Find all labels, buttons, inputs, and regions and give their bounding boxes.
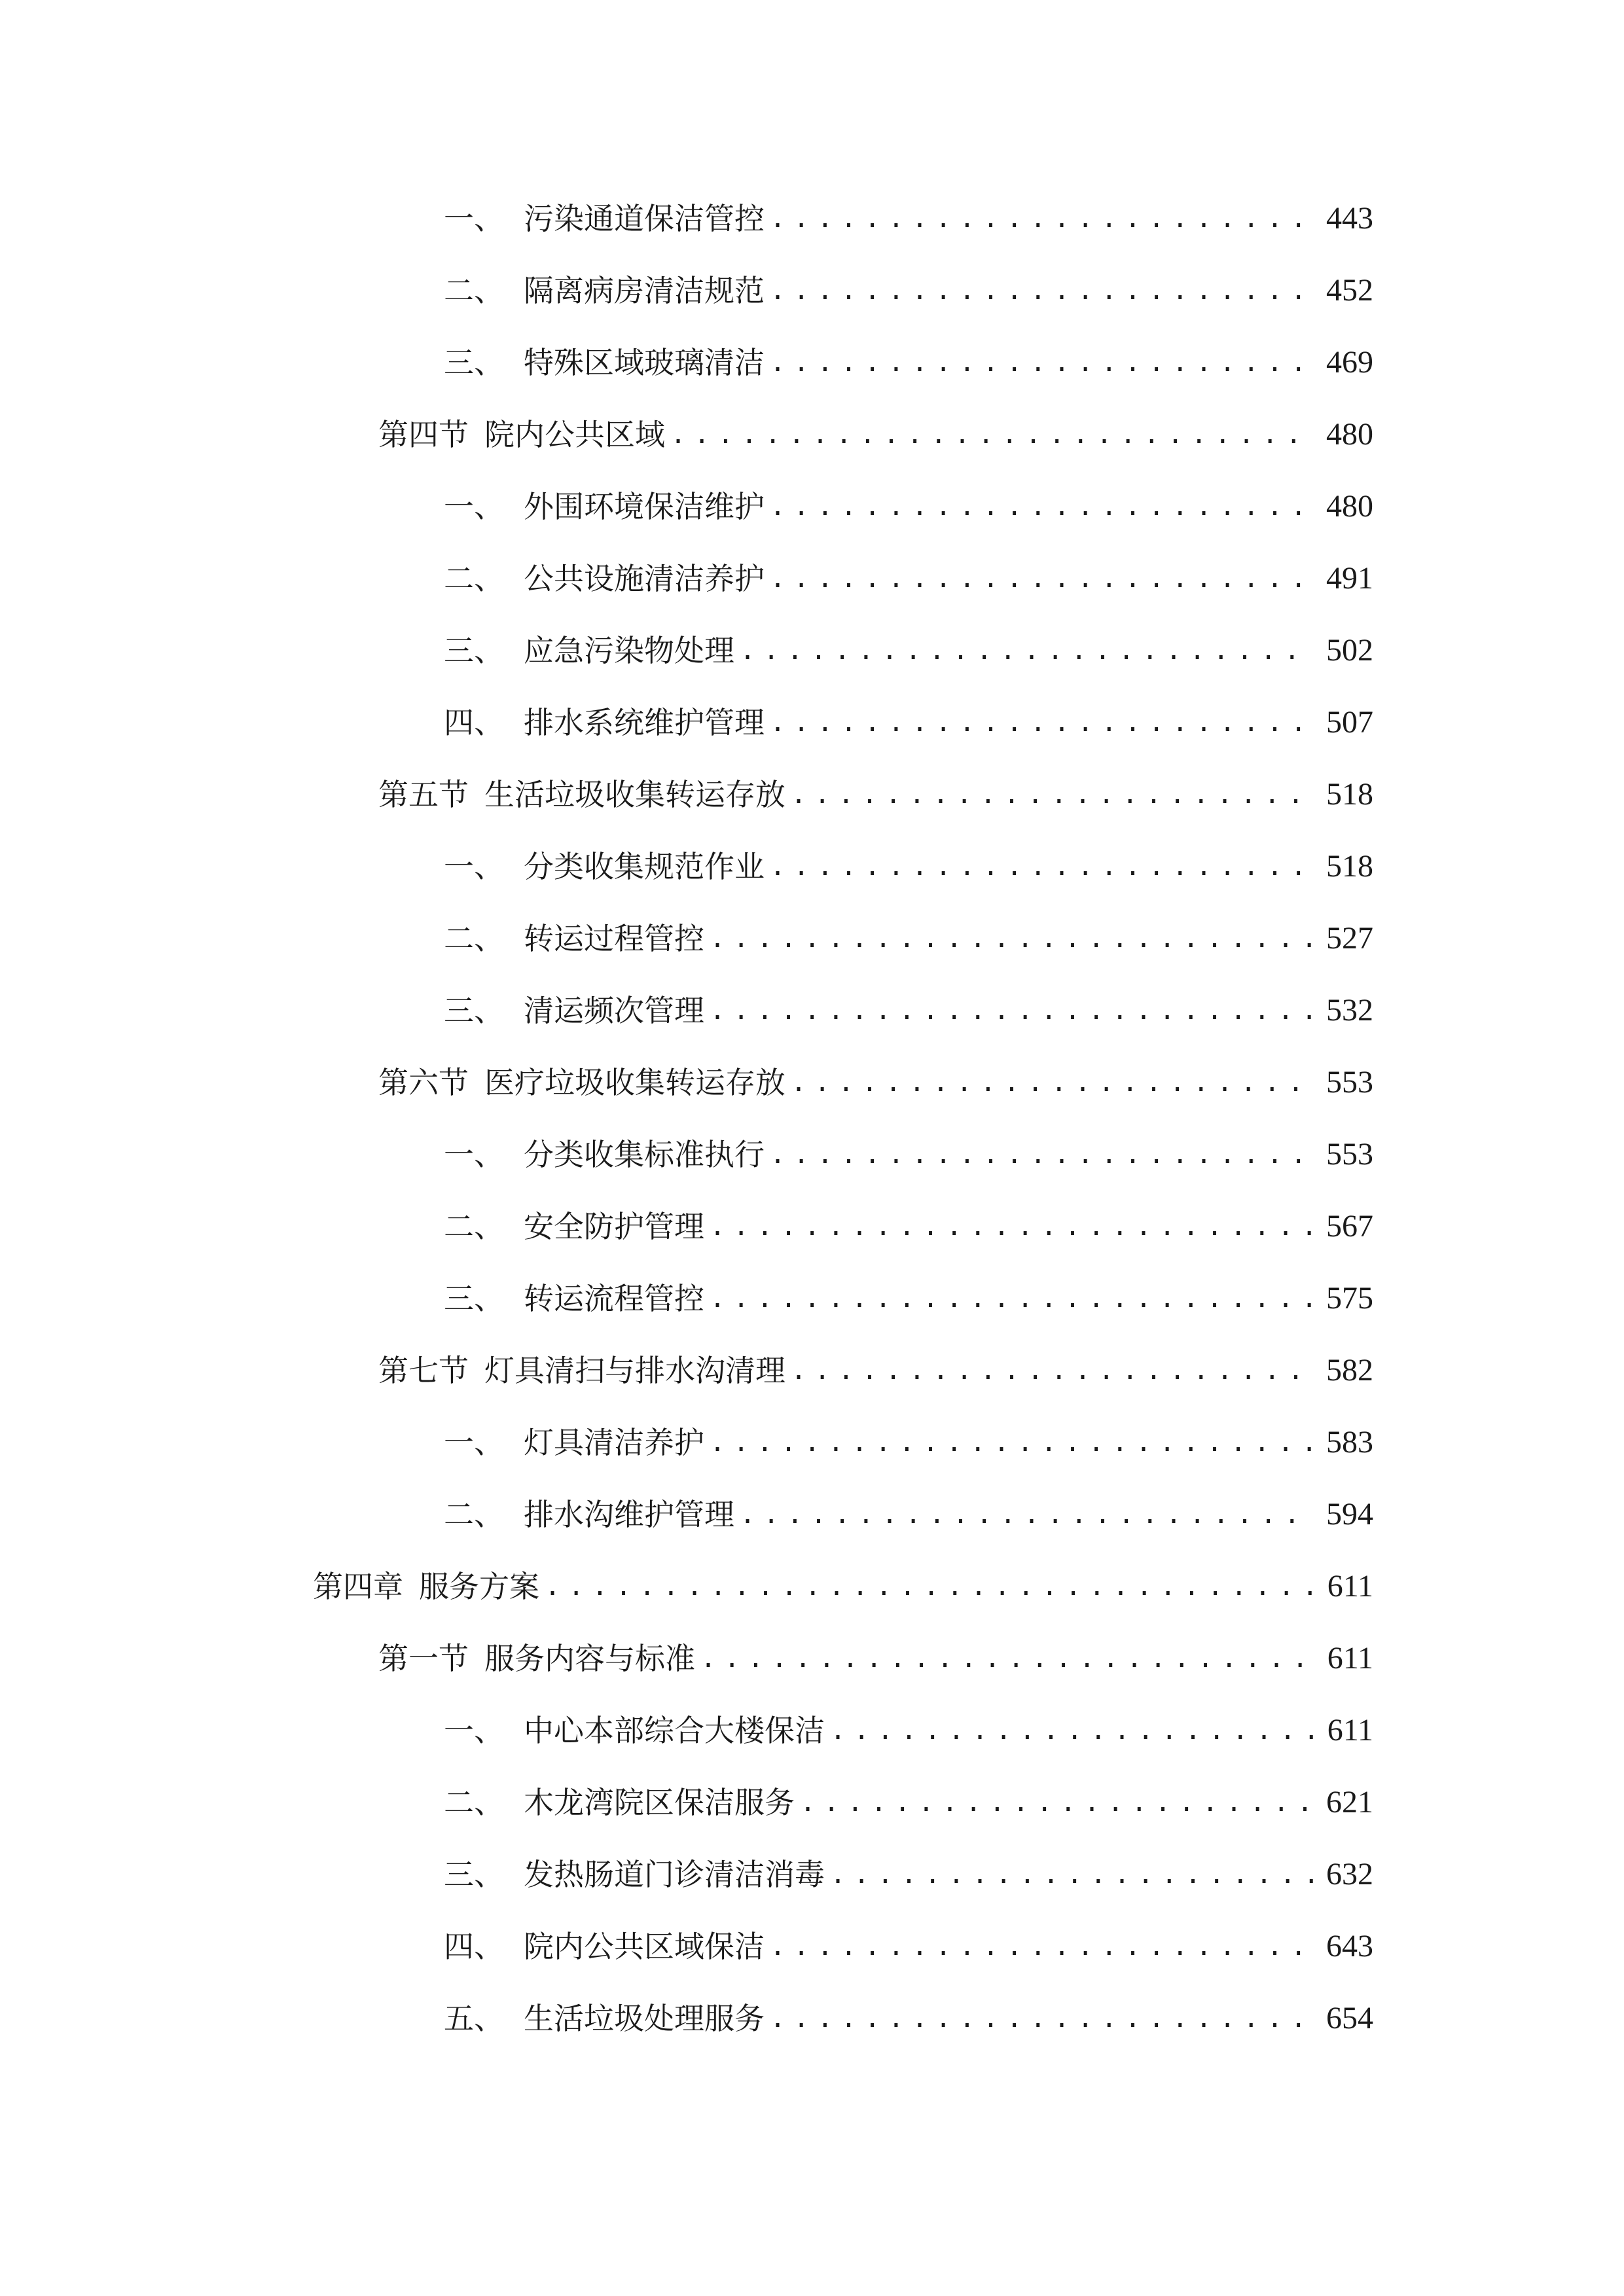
toc-entry-title: 中心本部综合大楼保洁 — [524, 1713, 825, 1748]
toc-entry-title: 外围环境保洁维护 — [524, 489, 765, 524]
toc-entry-number: 二、 — [444, 273, 504, 308]
dot-leader — [770, 1920, 1313, 1973]
dot-leader — [791, 768, 1313, 821]
dot-leader — [770, 480, 1313, 533]
toc-entry-page: 583 — [1326, 1425, 1373, 1460]
toc-entry-title: 灯具清洁养护 — [524, 1425, 704, 1460]
toc-entry-number: 一、 — [444, 1425, 504, 1460]
toc-entry-title: 发热肠道门诊清洁消毒 — [524, 1857, 825, 1892]
toc-entry-number: 一、 — [444, 201, 504, 236]
toc-entry-number: 二、 — [444, 561, 504, 596]
toc-entry-number: 第一节 — [378, 1641, 469, 1676]
toc-entry-number: 第六节 — [378, 1065, 469, 1100]
toc-entry-number: 二、 — [444, 1785, 504, 1820]
toc-entry[interactable] — [444, 1776, 1373, 1829]
toc-entry-page: 532 — [1326, 993, 1373, 1028]
toc-entry[interactable] — [378, 1056, 1373, 1109]
toc-entry-page: 518 — [1326, 777, 1373, 812]
toc-entry-title: 转运过程管控 — [524, 921, 704, 956]
toc-entry-page: 553 — [1326, 1137, 1373, 1172]
toc-entry-title: 灯具清扫与排水沟清理 — [484, 1353, 785, 1388]
toc-entry-title: 清运频次管理 — [524, 993, 704, 1028]
toc-entry[interactable] — [378, 408, 1373, 461]
toc-entry-page: 502 — [1326, 633, 1373, 668]
toc-entry-title: 生活垃圾收集转运存放 — [484, 777, 785, 812]
toc-entry[interactable] — [313, 1560, 1373, 1613]
dot-leader — [770, 840, 1313, 893]
toc-entry[interactable] — [444, 624, 1373, 677]
toc-entry-number: 二、 — [444, 921, 504, 956]
toc-entry-page: 443 — [1326, 201, 1373, 236]
toc-entry-title: 安全防护管理 — [524, 1209, 704, 1244]
toc-entry-page: 611 — [1327, 1569, 1373, 1604]
dot-leader — [770, 1992, 1313, 2045]
toc-entry[interactable] — [444, 1200, 1373, 1253]
toc-entry-title: 木龙湾院区保洁服务 — [524, 1785, 795, 1820]
toc-entry[interactable] — [444, 336, 1373, 389]
dot-leader — [710, 1200, 1313, 1253]
toc-entry-title: 分类收集标准执行 — [524, 1137, 765, 1172]
toc-entry-number: 一、 — [444, 489, 504, 524]
toc-entry-page: 480 — [1326, 489, 1373, 524]
toc-entry[interactable] — [444, 192, 1373, 245]
dot-leader — [800, 1776, 1313, 1829]
toc-entry-title: 污染通道保洁管控 — [524, 201, 765, 236]
toc-entry-number: 第七节 — [378, 1353, 469, 1388]
toc-entry[interactable] — [444, 1848, 1373, 1901]
toc-entry[interactable] — [378, 768, 1373, 821]
toc-entry-number: 三、 — [444, 1281, 504, 1316]
toc-entry-number: 一、 — [444, 1137, 504, 1172]
toc-entry-title: 医疗垃圾收集转运存放 — [484, 1065, 785, 1100]
toc-entry[interactable] — [444, 1128, 1373, 1181]
toc-entry-page: 507 — [1326, 705, 1373, 740]
toc-entry-title: 排水沟维护管理 — [524, 1497, 734, 1532]
dot-leader — [830, 1848, 1313, 1901]
dot-leader — [710, 1416, 1313, 1469]
dot-leader — [770, 552, 1313, 605]
toc-entry-page: 582 — [1326, 1353, 1373, 1388]
toc-entry-title: 生活垃圾处理服务 — [524, 2001, 765, 2036]
dot-leader — [830, 1704, 1314, 1757]
toc-entry[interactable] — [444, 840, 1373, 893]
toc-entry-page: 553 — [1326, 1065, 1373, 1100]
dot-leader — [700, 1632, 1314, 1685]
toc-entry-page: 594 — [1326, 1497, 1373, 1532]
toc-entry-number: 三、 — [444, 633, 504, 668]
toc-entry-page: 632 — [1326, 1857, 1373, 1892]
toc-entry-number: 五、 — [444, 2001, 504, 2036]
dot-leader — [740, 624, 1313, 677]
toc-entry[interactable] — [444, 984, 1373, 1037]
toc-entry-title: 院内公共区域 — [484, 417, 665, 452]
toc-entry-page: 575 — [1326, 1281, 1373, 1316]
dot-leader — [770, 1128, 1313, 1181]
toc-entry-number: 第五节 — [378, 777, 469, 812]
dot-leader — [710, 912, 1313, 965]
toc-entry-title: 服务方案 — [419, 1569, 539, 1604]
dot-leader — [791, 1344, 1313, 1397]
toc-entry-page: 643 — [1326, 1929, 1373, 1964]
dot-leader — [791, 1056, 1313, 1109]
toc-entry[interactable] — [444, 912, 1373, 965]
toc-entry[interactable] — [444, 1416, 1373, 1469]
toc-entry[interactable] — [444, 264, 1373, 317]
toc-entry-title: 应急污染物处理 — [524, 633, 734, 668]
toc-entry-number: 第四节 — [378, 417, 469, 452]
toc-entry-title: 公共设施清洁养护 — [524, 561, 765, 596]
toc-entry-number: 三、 — [444, 345, 504, 380]
toc-entry[interactable] — [444, 480, 1373, 533]
toc-entry-number: 一、 — [444, 849, 504, 884]
toc-entry[interactable] — [444, 1920, 1373, 1973]
toc-entry-title: 特殊区域玻璃清洁 — [524, 345, 765, 380]
toc-entry-number: 四、 — [444, 1929, 504, 1964]
toc-entry-page: 621 — [1326, 1785, 1373, 1820]
toc-entry-number: 第四章 — [313, 1569, 403, 1604]
toc-entry-page: 567 — [1326, 1209, 1373, 1244]
toc-entry-page: 527 — [1326, 921, 1373, 956]
toc-entry[interactable] — [444, 696, 1373, 749]
toc-entry-title: 转运流程管控 — [524, 1281, 704, 1316]
toc-entry-number: 三、 — [444, 1857, 504, 1892]
toc-entry-page: 611 — [1327, 1713, 1373, 1748]
toc-entry-title: 服务内容与标准 — [484, 1641, 695, 1676]
toc-entry-number: 四、 — [444, 705, 504, 740]
dot-leader — [770, 264, 1313, 317]
toc-entry[interactable] — [444, 1992, 1373, 2045]
toc-entry-page: 480 — [1326, 417, 1373, 452]
dot-leader — [770, 696, 1313, 749]
dot-leader — [545, 1560, 1314, 1613]
toc-entry-page: 469 — [1326, 345, 1373, 380]
dot-leader — [770, 336, 1313, 389]
dot-leader — [670, 408, 1313, 461]
toc-entry[interactable] — [378, 1632, 1373, 1685]
toc-entry-page: 452 — [1326, 273, 1373, 308]
toc-entry-number: 二、 — [444, 1497, 504, 1532]
toc-entry[interactable] — [444, 1704, 1373, 1757]
dot-leader — [740, 1488, 1313, 1541]
toc-entry-page: 491 — [1326, 561, 1373, 596]
toc-entry-title: 隔离病房清洁规范 — [524, 273, 765, 308]
toc-entry[interactable] — [444, 1272, 1373, 1325]
toc-entry[interactable] — [378, 1344, 1373, 1397]
toc-entry-number: 一、 — [444, 1713, 504, 1748]
toc-entry-number: 三、 — [444, 993, 504, 1028]
toc-entry[interactable] — [444, 1488, 1373, 1541]
dot-leader — [710, 1272, 1313, 1325]
toc-entry-title: 院内公共区域保洁 — [524, 1929, 765, 1964]
toc-entry-page: 518 — [1326, 849, 1373, 884]
toc-entry-page: 611 — [1327, 1641, 1373, 1676]
toc-entry[interactable] — [444, 552, 1373, 605]
toc-entry-title: 分类收集规范作业 — [524, 849, 765, 884]
dot-leader — [710, 984, 1313, 1037]
toc-entry-number: 二、 — [444, 1209, 504, 1244]
toc-entry-page: 654 — [1326, 2001, 1373, 2036]
toc-entry-title: 排水系统维护管理 — [524, 705, 765, 740]
dot-leader — [770, 192, 1313, 245]
